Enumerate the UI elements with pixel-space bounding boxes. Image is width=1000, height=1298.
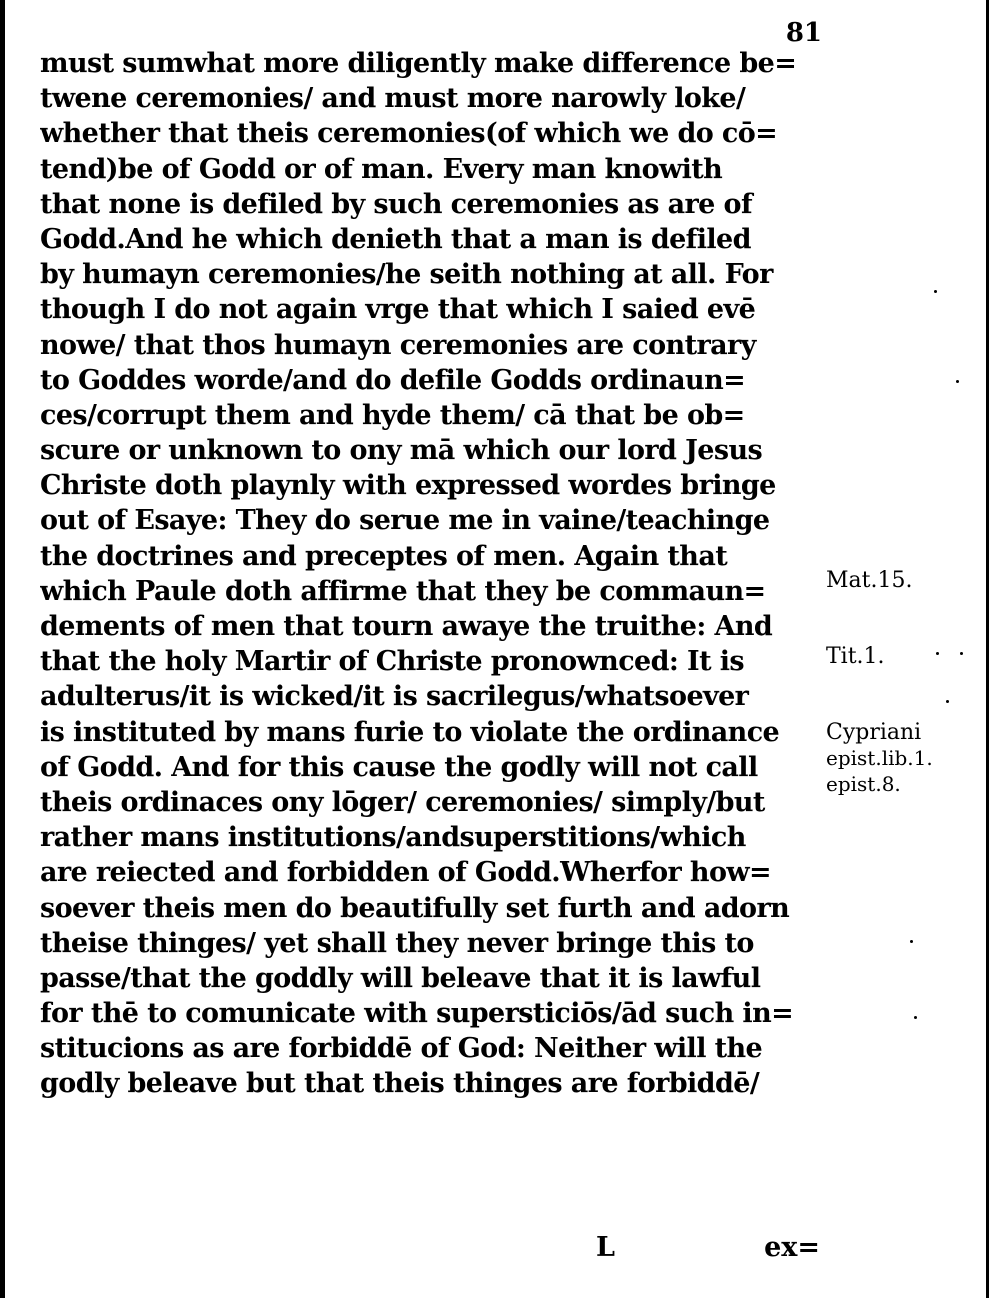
margin-note-cyprian-name: Cypriani: [826, 720, 922, 745]
margin-note-cyprian-book: epist.lib.1.: [826, 746, 933, 770]
body-text: [40, 46, 830, 1102]
text-line: theis ordinaces ony lōger/ ceremonies/ simply/but: [40, 786, 765, 818]
text-line: godly beleave but that theis thinges are forbiddē/: [40, 1068, 760, 1100]
text-line: Christe doth playnly with expressed wordes bringe: [40, 470, 776, 502]
text-line: dements of men that tourn awaye the truithe: And: [40, 611, 773, 642]
text-line: tend)be of Godd or of man. Every man knowith: [40, 153, 723, 185]
text-line: adulterus/it is wicked/it is sacrilegus/whatsoever: [40, 681, 749, 713]
page-right-border: [986, 0, 989, 1298]
ink-speck: [910, 940, 913, 943]
text-line: that the holy Martir of Christe pronownced: It is: [40, 646, 745, 678]
text-line: nowe/ that thos humayn ceremonies are contrary: [40, 329, 756, 361]
text-line: rather mans institutions/andsuperstitions/which: [40, 822, 746, 854]
text-line: though I do not again vrge that which I saied evē: [40, 294, 756, 326]
ink-speck: [936, 652, 939, 655]
text-line: stitucions as are forbiddē of God: Neither will the: [40, 1033, 763, 1065]
text-line: soever theis men do beautifully set furth and adorn: [40, 892, 790, 924]
page-left-border: [0, 0, 5, 1298]
page-number: 81: [785, 18, 822, 48]
text-line: Godd.And he which denieth that a man is defiled: [40, 223, 751, 255]
text-line: for thē to comunicate with supersticiōs/ād such in=: [40, 998, 794, 1030]
ink-speck: [956, 380, 959, 383]
text-line: must sumwhat more diligently make difference be=: [40, 48, 797, 79]
margin-note-titus: Tit.1.: [826, 644, 885, 669]
text-line: out of Esaye: They do serue me in vaine/teachinge: [40, 505, 770, 537]
text-line: by humayn ceremonies/he seith nothing at all. For: [40, 259, 773, 291]
text-line: scure or unknown to ony mā which our lord Jesus: [40, 435, 763, 467]
ink-speck: [960, 652, 963, 655]
text-line: passe/that the goddly will beleave that it is lawful: [40, 962, 761, 994]
margin-note-cyprian-letter: epist.8.: [826, 772, 901, 796]
text-line: the doctrines and preceptes of men. Again that: [40, 540, 728, 572]
text-line: ces/corrupt them and hyde them/ cā that be ob=: [40, 399, 745, 431]
text-line: are reiected and forbidden of Godd.Wherfor how=: [40, 857, 772, 889]
text-line: which Paule doth affirme that they be commaun=: [40, 575, 766, 607]
text-line: to Goddes worde/and do defile Godds ordinaun=: [40, 364, 746, 396]
catchword: ex=: [764, 1232, 820, 1263]
margin-note-matthew: Mat.15.: [826, 568, 913, 593]
text-line: theise thinges/ yet shall they never bringe this to: [40, 927, 754, 959]
text-line: of Godd. And for this cause the godly will not call: [40, 751, 758, 783]
signature-mark: L: [596, 1232, 615, 1263]
ink-speck: [914, 1016, 917, 1019]
text-line: whether that theis ceremonies(of which we do cō=: [40, 118, 778, 150]
ink-speck: [934, 290, 937, 293]
text-line: is instituted by mans furie to violate the ordinance: [40, 716, 780, 748]
text-line: twene ceremonies/ and must more narowly loke/: [40, 83, 746, 115]
page-footer: [40, 1232, 830, 1268]
ink-speck: [946, 700, 949, 703]
text-line: that none is defiled by such ceremonies as are of: [40, 188, 752, 220]
